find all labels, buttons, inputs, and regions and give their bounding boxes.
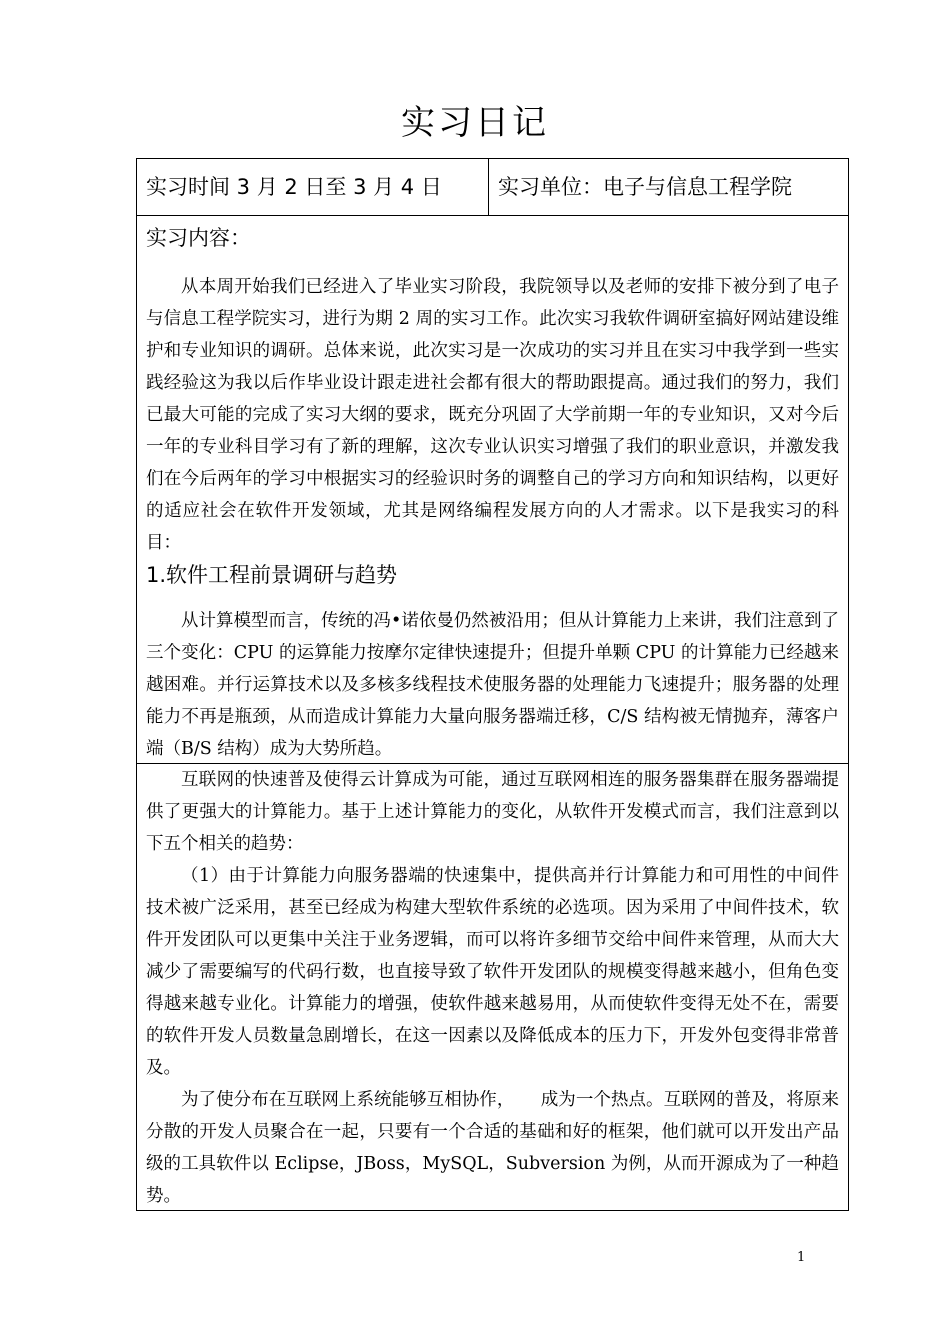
paragraph-cloud-computing: 互联网的快速普及使得云计算成为可能，通过互联网相连的服务器集群在服务器端提供了更强大的计算能力。基于上述计算能力的变化，从软件开发模式而言，我们注意到以下五个相关的趋势： xyxy=(146,770,839,854)
paragraph-trend-1: （1）由于计算能力向服务器端的快速集中，提供高并行计算能力和可用性的中间件技术被广泛采用，甚至已经成为构建大型软件系统的必选项。因为采用了中间件技术，软件开发团队可以更集中关注于业务逻辑，而可以将许多细节交给中间件来管理，从而大大减少了需要编写的代码行数，也直接导致了软件开发团队的规模变得越来越小，但角色变得越来越专业化。计算能力的增强，使软件越来越易用，从而使软件变得无处不在，需要的软件开发人员数量急剧增长，在这一因素以及降低成本的压力下，开发外包变得非常普及。 xyxy=(146,866,839,1078)
content-label: 实习内容： xyxy=(146,226,251,250)
paragraph-open-source: 为了使分布在互联网上系统能够互相协作， 成为一个热点。互联网的普及，将原来分散的开发人员聚合在一起，只要有一个合适的基础和好的框架，他们就可以开发出产品级的工具软件以 Eclipse，JBoss，MySQL，Subversion 为例，从而开源成为了一种趋势。 xyxy=(146,1090,839,1206)
header-row xyxy=(137,159,848,216)
page-number: 1 xyxy=(797,1250,806,1265)
diary-table xyxy=(136,158,849,1211)
paragraph-intro: 从本周开始我们已经进入了毕业实习阶段，我院领导以及老师的安排下被分到了电子与信息工程学院实习，进行为期 2 周的实习工作。此次实习我软件调研室搞好网站建设维护和专业知识的调研。总体来说，此次实习是一次成功的实习并且在实习中我学到一些实践经验这为我以后作毕业设计跟走进社会都有很大的帮助跟提高。通过我们的努力，我们已最大可能的完成了实习大纲的要求，既充分巩固了大学前期一年的专业知识，又对今后一年的专业科目学习有了新的理解，这次专业认识实习增强了我们的职业意识，并激发我们在今后两年的学习中根据实习的经验识时务的调整自己的学习方向和知识结构，以更好的适应社会在软件开发领域，尤其是网络编程发展方向的人才需求。以下是我实习的科目： xyxy=(146,277,839,553)
section-heading: 1.软件工程前景调研与趋势 xyxy=(146,563,398,587)
page-title: 实习日记 xyxy=(401,103,549,143)
internship-time-cell: 实习时间 3 月 2 日至 3 月 4 日 xyxy=(137,159,489,215)
paragraph-computing-model: 从计算模型而言，传统的冯•诺依曼仍然被沿用；但从计算能力上来讲，我们注意到了三个变化：CPU 的运算能力按摩尔定律快速提升；但提升单颗 CPU 的计算能力已经越来越困难。并行运算技术以及多核多线程技术使服务器的处理能力飞速提升；服务器的处理能力不再是瓶颈，从而造成计算能力大量向服务器端迁移，C/S 结构被无情抛弃，薄客户端（B/S 结构）成为大势所趋。 xyxy=(146,611,839,759)
internship-unit-cell: 实习单位：电子与信息工程学院 xyxy=(498,175,792,199)
